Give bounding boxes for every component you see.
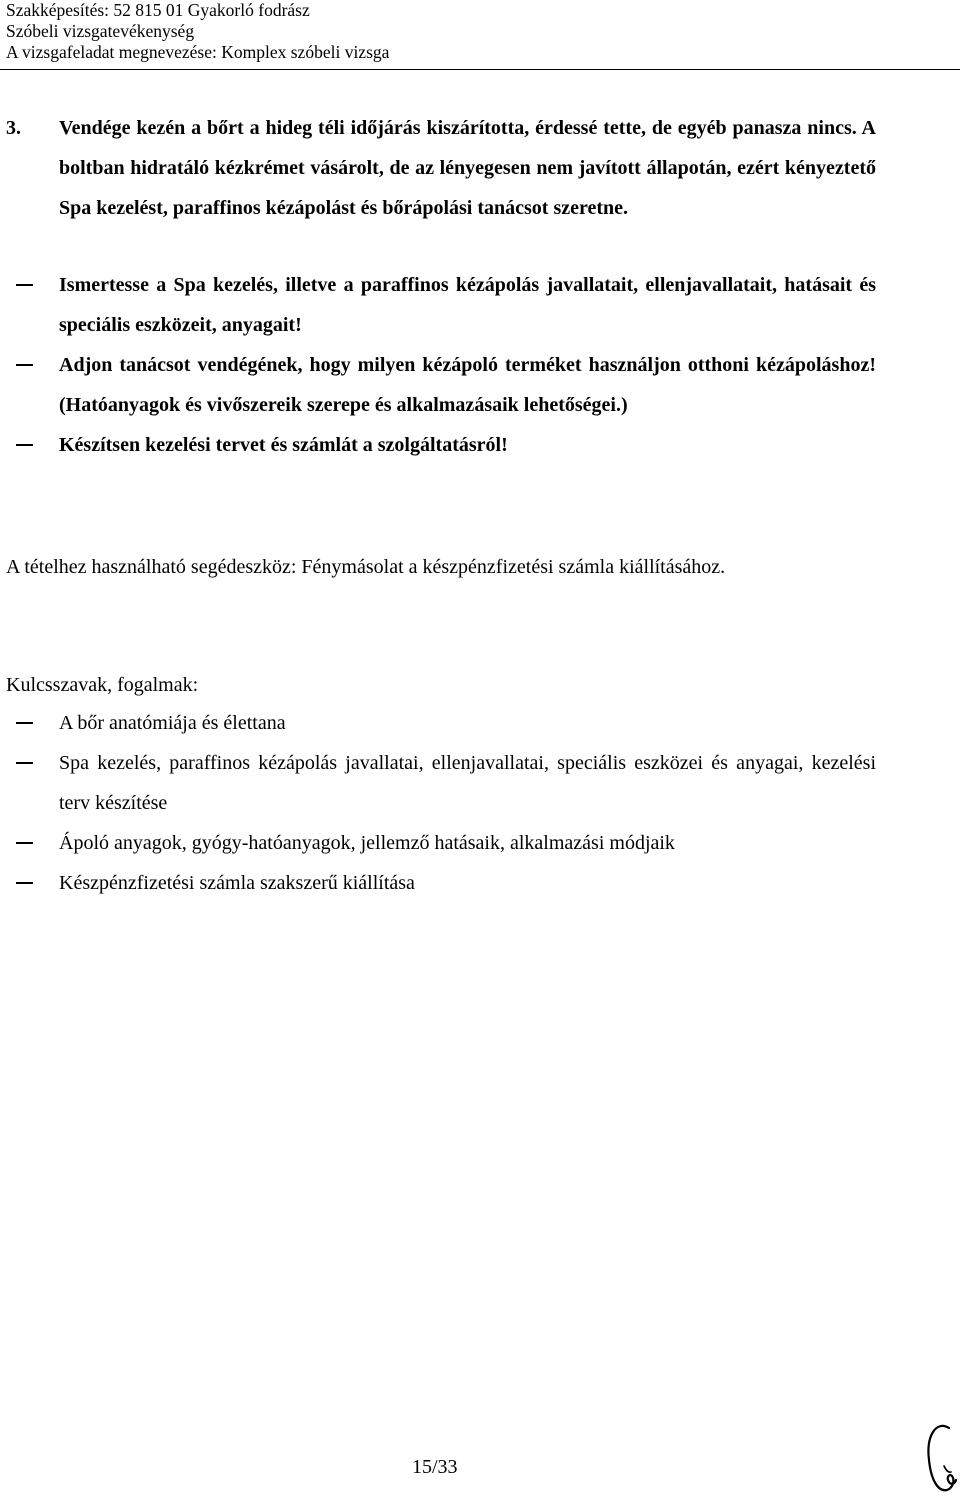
keywords-title: Kulcsszavak, fogalmak: [6,674,199,696]
qualification-line: Szakképesítés: 52 815 01 Gyakorló fodrász [6,0,310,20]
list-item [0,265,960,345]
permitted-aid: A tételhez használható segédeszköz: Fénymásolat a készpénzfizetési számla kiállításához. [6,556,726,578]
keyword-text: Spa kezelés, paraffinos kézápolás javallatai, ellenjavallatai, speciális eszközei és anyagai, kezelési terv készítése [59,752,876,814]
keyword-text: Ápoló anyagok, gyógy-hatóanyagok, jellemző hatásaik, alkalmazási módjaik [59,832,675,854]
list-item [0,863,960,903]
dash-bullet-icon [16,882,33,884]
list-item [0,743,960,823]
keywords-list [0,703,960,903]
dash-bullet-icon [16,722,33,724]
list-item [0,345,960,425]
list-item [0,823,960,863]
list-item [0,425,960,465]
requirement-text: Ismertesse a Spa kezelés, illetve a paraffinos kézápolás javallatait, ellenjavallatait, hatásait és speciális eszközeit, anyagait! [59,274,876,336]
task-number: 3. [6,117,21,139]
exam-activity-line: Szóbeli vizsgatevékenység [6,21,195,41]
list-item [0,703,960,743]
dash-bullet-icon [16,444,33,446]
keyword-text: A bőr anatómiája és élettana [59,712,286,734]
exam-task-name-line: A vizsgafeladat megnevezése: Komplex szóbeli vizsga [6,42,390,62]
dash-bullet-icon [16,284,33,286]
requirement-text: Készítsen kezelési tervet és számlát a szolgáltatásról! [59,434,508,456]
keyword-text: Készpénzfizetési számla szakszerű kiállítása [59,872,415,894]
dash-bullet-icon [16,762,33,764]
requirement-text: Adjon tanácsot vendégének, hogy milyen kézápoló terméket használjon otthoni kézápoláshoz! (Hatóanyagok és vivőszereik szerepe és alkalmazásaik lehetőségei.) [59,354,876,416]
header-divider [0,69,960,70]
requirements-list [0,265,960,465]
page-number: 15/33 [412,1456,458,1478]
dash-bullet-icon [16,364,33,366]
signature-icon [922,1418,958,1498]
dash-bullet-icon [16,842,33,844]
document-header [6,0,706,63]
task-description: Vendége kezén a bőrt a hideg téli időjárás kiszárította, érdessé tette, de egyéb panasza nincs. A boltban hidratáló kézkrémet vásárolt, de az lényegesen nem javított állapotán, ezért kényeztető Spa kezelést, paraffinos kézápolást és bőrápolási tanácsot szeretne. [59,117,876,219]
